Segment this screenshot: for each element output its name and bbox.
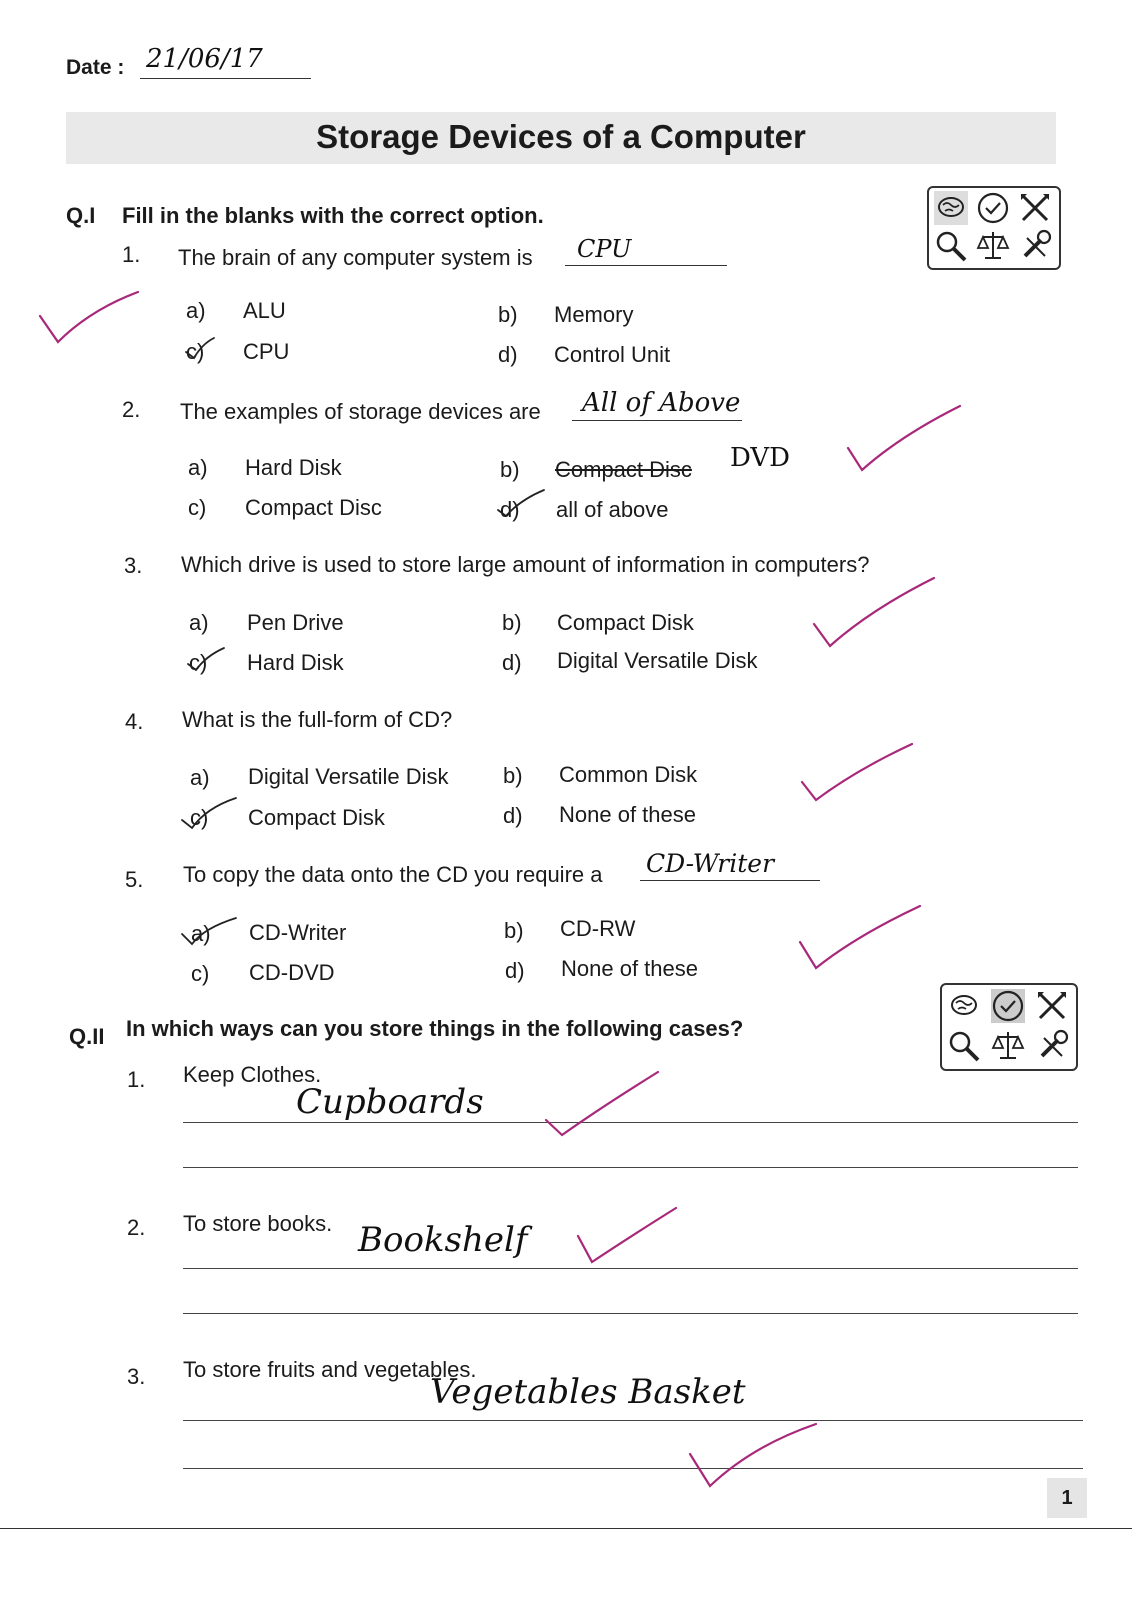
option-text: Memory <box>554 302 634 327</box>
item-number: 4. <box>125 709 144 734</box>
option-text: Control Unit <box>554 342 671 367</box>
answer-line <box>183 1468 1083 1469</box>
option-key: b) <box>504 918 524 943</box>
magnifier-icon <box>933 228 969 264</box>
tools-cross-icon <box>1034 988 1070 1024</box>
item-text: To store fruits and vegetables. <box>183 1357 477 1382</box>
brain-icon <box>933 190 969 226</box>
handwritten-answer: Bookshelf <box>358 1220 528 1260</box>
date-value: 21/06/17 <box>140 44 311 79</box>
option-text: Common Disk <box>559 762 698 787</box>
option-key: c) <box>188 495 207 520</box>
handwritten-answer: CPU <box>577 235 632 263</box>
skills-icon-box <box>940 983 1078 1071</box>
option-text: Digital Versatile Disk <box>248 764 449 789</box>
tick-mark <box>848 406 960 470</box>
option-key: d) <box>503 803 523 828</box>
option-key: d) <box>500 497 520 522</box>
option-text: None of these <box>559 802 696 827</box>
tick-mark <box>814 578 934 646</box>
wrench-icon <box>1017 228 1053 264</box>
option-text-struck: Compact Disc <box>555 457 692 482</box>
answer-line <box>183 1313 1078 1314</box>
option-text: CD-Writer <box>249 920 347 945</box>
option-key: d) <box>502 650 522 675</box>
answer-blank <box>565 235 727 266</box>
question-number: Q.I <box>66 203 96 228</box>
item-text: To copy the data onto the CD you require a <box>183 862 603 887</box>
handwritten-answer: CD-Writer <box>646 849 775 878</box>
check-circle-icon <box>990 988 1026 1024</box>
item-text: Which drive is used to store large amount of information in computers? <box>181 552 870 577</box>
option-key: b) <box>500 457 520 482</box>
item-number: 3. <box>124 553 143 578</box>
option-key: b) <box>498 302 518 327</box>
option-text: Compact Disc <box>245 495 382 520</box>
option-text: all of above <box>556 497 669 522</box>
answer-line <box>183 1268 1078 1269</box>
tick-mark <box>546 1072 658 1135</box>
tick-mark <box>802 744 912 800</box>
balance-scale-icon <box>975 228 1011 264</box>
option-text: Compact Disk <box>557 610 694 635</box>
answer-line <box>183 1167 1078 1168</box>
page-title: Storage Devices of a Computer <box>316 118 806 155</box>
option-key: a) <box>186 298 206 323</box>
balance-scale-icon <box>990 1028 1026 1064</box>
tick-mark <box>800 906 920 968</box>
option-key: d) <box>505 958 525 983</box>
option-key: a) <box>188 455 208 480</box>
option-key: c) <box>190 805 209 830</box>
option-text: Hard Disk <box>247 650 344 675</box>
handwritten-answer: Vegetables Basket <box>430 1372 746 1412</box>
item-text: The brain of any computer system is <box>178 245 533 270</box>
brain-icon <box>946 988 982 1024</box>
tick-mark <box>40 292 138 342</box>
answer-line <box>183 1420 1083 1421</box>
question-number: Q.II <box>69 1024 105 1049</box>
option-key: c) <box>189 650 208 675</box>
option-key: a) <box>191 921 211 946</box>
answer-line <box>183 1122 1078 1123</box>
wrench-icon <box>1034 1028 1070 1064</box>
option-key: b) <box>502 610 522 635</box>
option-text: None of these <box>561 956 698 981</box>
item-text: The examples of storage devices are <box>180 399 541 424</box>
handwritten-answer: All of Above <box>582 388 741 418</box>
date-label: Date : <box>66 56 125 79</box>
item-number: 1. <box>127 1067 146 1092</box>
option-text: CD-DVD <box>249 960 335 985</box>
item-number: 5. <box>125 867 144 892</box>
option-key: a) <box>189 610 209 635</box>
item-text: What is the full-form of CD? <box>182 707 453 732</box>
question-text: In which ways can you store things in the following cases? <box>126 1016 744 1041</box>
tick-mark <box>690 1424 816 1486</box>
handwritten-answer: Cupboards <box>296 1082 484 1122</box>
option-text: CD-RW <box>560 916 636 941</box>
option-text: Pen Drive <box>247 610 344 635</box>
option-key: c) <box>186 339 205 364</box>
item-text: To store books. <box>183 1211 333 1236</box>
magnifier-icon <box>946 1028 982 1064</box>
page-number: 1 <box>1047 1478 1087 1518</box>
item-number: 2. <box>122 397 141 422</box>
option-text: CPU <box>243 339 290 364</box>
handwritten-correction: DVD <box>730 443 791 473</box>
option-text: Compact Disk <box>248 805 385 830</box>
tools-cross-icon <box>1017 190 1053 226</box>
answer-blank <box>572 390 742 421</box>
option-key: b) <box>503 763 523 788</box>
answer-blank <box>640 850 820 881</box>
option-text: ALU <box>243 298 286 323</box>
option-key: d) <box>498 342 518 367</box>
option-text: Hard Disk <box>245 455 342 480</box>
bottom-rule <box>0 1528 1132 1529</box>
item-number: 2. <box>127 1215 146 1240</box>
skills-icon-box <box>927 186 1061 270</box>
option-key: c) <box>191 961 210 986</box>
item-text: Keep Clothes. <box>183 1062 322 1087</box>
option-key: a) <box>190 765 210 790</box>
item-number: 3. <box>127 1364 146 1389</box>
question-text: Fill in the blanks with the correct option. <box>122 203 544 228</box>
item-number: 1. <box>122 242 141 267</box>
option-text: Digital Versatile Disk <box>557 648 758 673</box>
tick-mark <box>578 1208 676 1262</box>
check-circle-icon <box>975 190 1011 226</box>
